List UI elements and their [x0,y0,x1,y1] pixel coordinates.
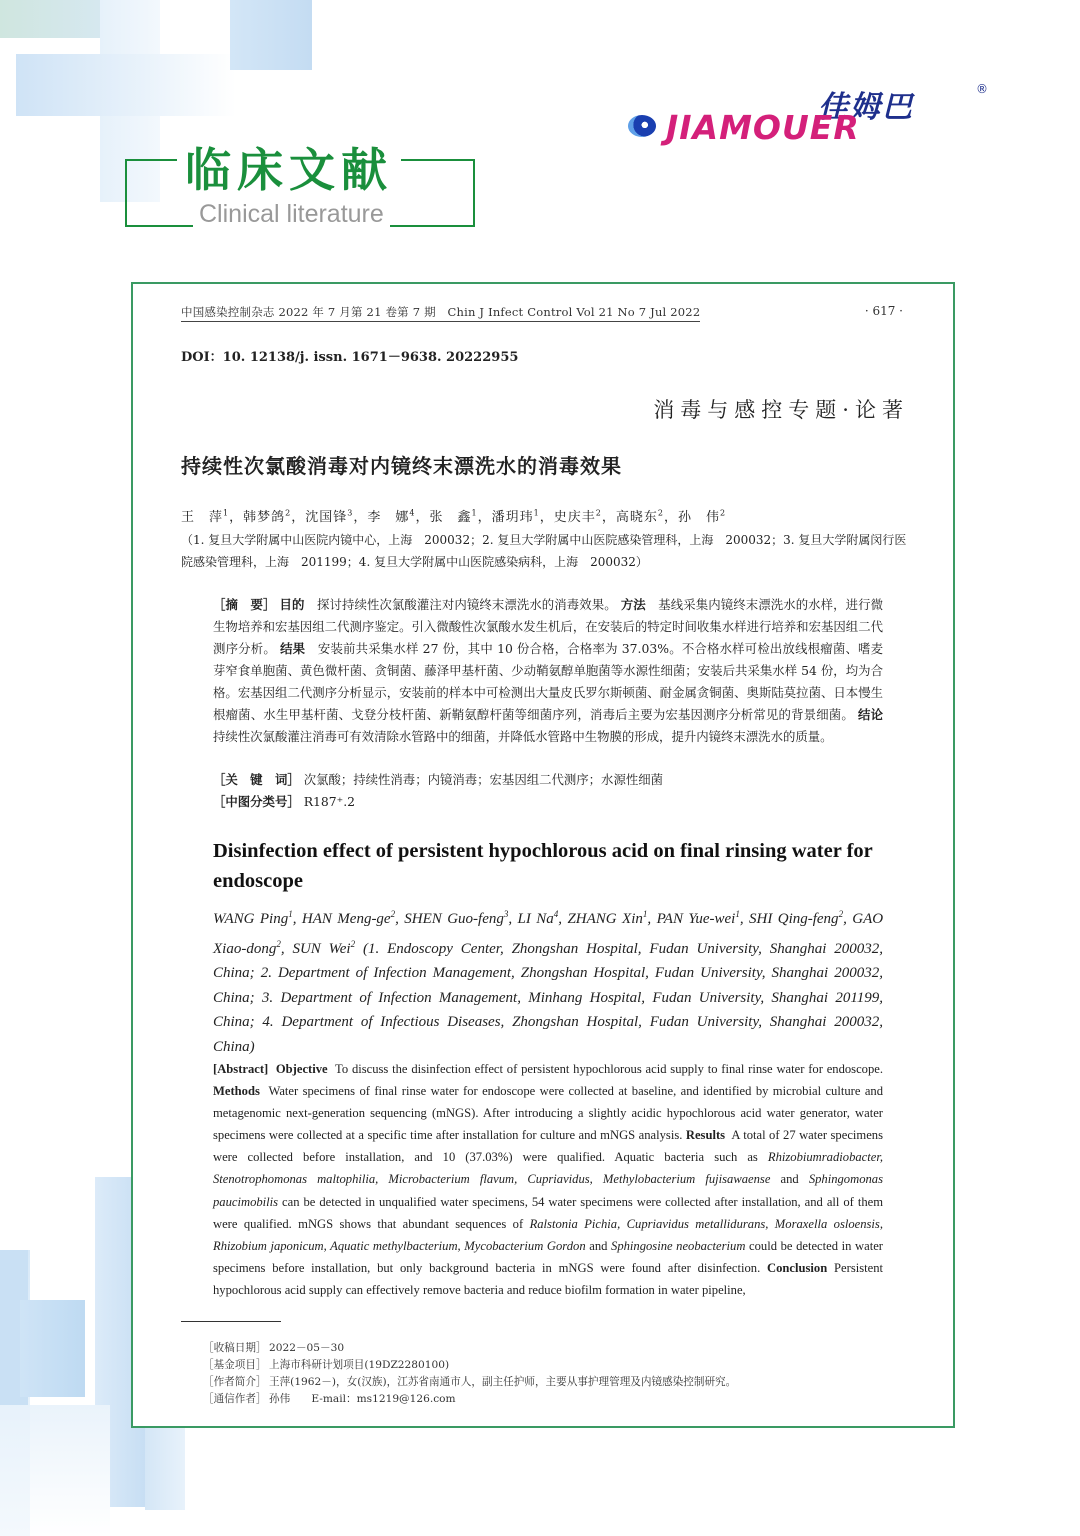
brand-name-cn: 佳姆巴 [818,90,914,125]
brand-name-en: JIAMOUER [666,108,860,147]
classification-cn: ［中图分类号］ R187⁺.2 [213,794,356,809]
title-cn: 持续性次氯酸消毒对内镜终末漂洗水的消毒效果 [181,454,622,478]
banner-subtitle: Clinical literature [193,200,390,228]
abstract-en: [Abstract] Objective To discuss the disinfection effect of persistent hypochlorous acid supply to final rinse water for endoscope. Methods Water specimens of final rinse water for endoscope were collected at baseline, and identified by microbial culture and metagenomic next-generation sequencing (mNGS). After introducing a slightly acidic hypochlorous acid water generator, water specimens were collected at a specific time after installation for culture and mNGS analysis. Results A total of 27 water specimens were collected before installation, and 10 (37.03%) were qualified. Aquatic bacteria such as Rhizobiumradiobacter, Stenotrophomonas maltophilia, Microbacterium flavum, Cupriavidus, Methylobacterium fujisawaense and Sphingomonas paucimobilis can be detected in unqualified water specimens, 54 water specimens were collected after installation, and all of them were qualified. mNGS shows that abundant sequences of Ralstonia Pichia, Cupriavidus metallidurans, Moraxella osloensis, Rhizobium japonicum, Aquatic methylbacterium, Mycobacterium Gordon and Sphingosine neobacterium could be detected in water specimens before installation, but only background bacteria in mNGS were found after disinfection. Conclusion Persistent hypochlorous acid supply can effectively remove bacteria and reduce biofilm formation in water pipeline, [213,1062,884,1297]
footnote-author-bio: ［作者简介］ 王萍(1962－)，女(汉族)，江苏省南通市人，副主任护师，主要从事护理管理及内镜感染控制研究。 [203,1376,737,1388]
authors-cn: 王 萍$^1$，韩梦鸽$^2$，沈国锋$^3$，李 娜$^4$，张 鑫$^1$，潘玥玮$^1$，史庆丰$^2$，高晓东$^2$，孙 伟$^2$ [181,508,727,525]
authors-en: WANG Ping$^1$, HAN Meng-$ge^2$, SHEN Guo-feng$^3$, LI Na$^4$, ZHANG Xin$^1$, PAN Yue-wei$^1$, SHI Qing-feng$^2$, GAO Xiao-dong$^2$, SUN Wei$^2$ (1. Endoscopy Center, Zhongshan Hospital, Fudan University, Shanghai 200032, China; 2. Department of Infection Management, Zhongshan Hospital, Fudan University, Shanghai 200032, China; 3. Department of Infection Management, Minhang Hospital, Fudan University, Shanghai 201199, China; 4. Department of Infectious Diseases, Zhongshan Hospital, Fudan University, Shanghai 200032, China) [213,909,884,1055]
doi: DOI：10. 12138/j. issn. 1671－9638. 20222955 [181,350,519,365]
column-label: 消毒与感控专题·论著 [653,398,909,422]
background-block [0,0,115,38]
title-en: Disinfection effect of persistent hypochlorous acid on final rinsing water for endoscope [213,840,873,892]
affiliations-en: (1. Endoscopy Center, Zhongshan Hospital, Fudan University, Shanghai 200032, China; 2. Department of Infection Management, Zhongshan Hospital, Fudan University, Shanghai 200032, China; 3. Department of Infection Management, Minhang Hospital, Fudan University, Shanghai 201199, China; 4. Department of Infectious Diseases, Zhongshan Hospital, Fudan University, Shanghai 200032, China) [213,940,884,1055]
footnote-corresponding: ［通信作者］ 孙伟 E-mail：ms1219@126.com [203,1393,456,1405]
footnotes [203,1340,736,1408]
footnote-received: ［收稿日期］ 2022－05－30 [203,1342,345,1354]
keywords-cn: ［关 键 词］ 次氯酸；持续性消毒；内镜消毒；宏基因组二代测序；水源性细菌 [213,772,664,787]
affiliations-cn: （1. 复旦大学附属中山医院内镜中心，上海 200032；2. 复旦大学附属中山医院感染管理科，上海 200032；3. 复旦大学附属闵行医院感染管理科，上海 201199；4. 复旦大学附属中山医院感染病科，上海 200032） [181,533,907,569]
page-number: · 617 · [864,304,903,318]
footnote-funding: ［基金项目］ 上海市科研计划项目(19DZ2280100) [203,1359,450,1371]
swirl-logo-icon [628,115,656,137]
background-block [30,1405,110,1536]
article-page [131,282,955,1428]
background-block [230,0,312,70]
footnote-divider [181,1321,281,1322]
registered-mark-icon: ® [976,82,988,96]
section-banner [125,143,473,228]
abstract-cn: ［摘 要］ 目的 探讨持续性次氯酸灌注对内镜终末漂洗水的消毒效果。 方法 基线采集内镜终末漂洗水的水样，进行微生物培养和宏基因组二代测序鉴定。引入微酸性次氯酸水发生机后，在安装后的特定时间收集水样进行培养和宏基因组二代测序分析。 结果 安装前共采集水样 27 份，其中 10 份合格，合格率为 37.03%。不合格水样可检出放线根瘤菌、嗜麦芽窄食单胞菌、黄色微杆菌、贪铜菌、藤泽甲基杆菌、少动鞘氨醇单胞菌等水源性细菌；安装后共采集水样 54 份，均为合格。宏基因组二代测序分析显示，安装前的样本中可检测出大量皮氏罗尔斯顿菌、耐金属贪铜菌、奥斯陆莫拉菌、日本慢生根瘤菌、水生甲基杆菌、戈登分枝杆菌、新鞘氨醇杆菌等细菌序列，消毒后主要为宏基因测序分析常见的背景细菌。 结论 持续性次氯酸灌注消毒可有效清除水管路中的细菌，并降低水管路中生物膜的形成，提升内镜终末漂洗水的质量。 [213,597,884,744]
background-block [20,1300,85,1397]
brand-logo [628,82,998,148]
running-head: 中国感染控制杂志 2022 年 7 月第 21 卷第 7 期 Chin J Infect Control Vol 21 No 7 Jul 2022 [181,304,700,322]
banner-title: 临床文献 [177,142,401,198]
background-block [16,54,236,116]
